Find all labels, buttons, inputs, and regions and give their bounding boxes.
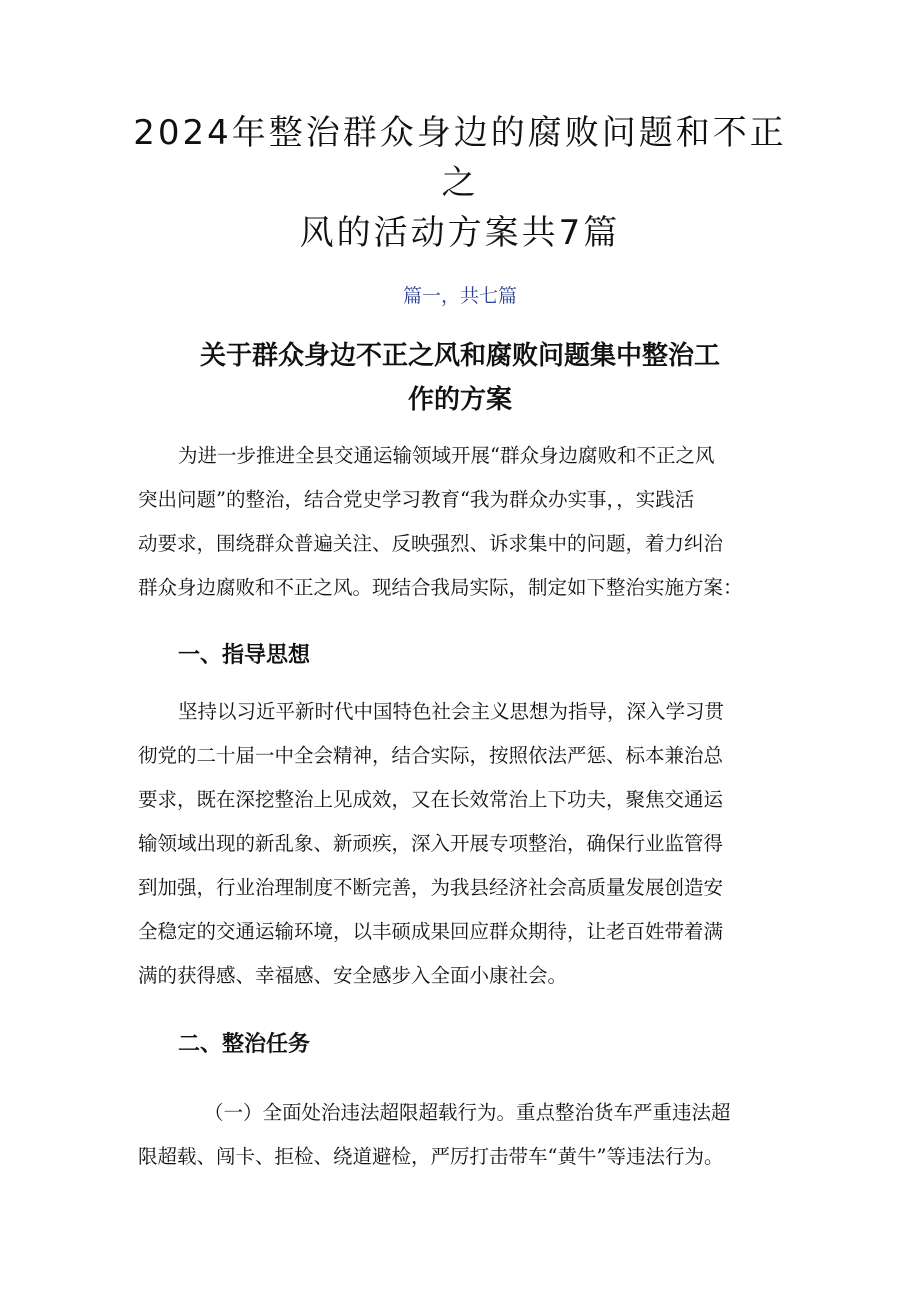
- guiding-paragraph: [138, 690, 798, 998]
- section-label: 篇一，共七篇: [402, 285, 517, 307]
- article-title: [150, 334, 770, 422]
- paragraph-line: 坚持以习近平新时代中国特色社会主义思想为指导，深入学习贯: [178, 700, 725, 723]
- paragraph-line: 全稳定的交通运输环境，以丰硕成果回应群众期待，让老百姓带着满: [138, 920, 724, 943]
- section-heading-tasks: 二、整治任务: [178, 1032, 311, 1057]
- paragraph-line: 输领域出现的新乱象、新顽疾，深入开展专项整治，确保行业监管得: [138, 832, 724, 855]
- task-paragraph: [138, 1091, 798, 1179]
- article-title-line: 作的方案: [407, 385, 512, 415]
- document-title-line: 2024年整治群众身边的腐败问题和不正之: [133, 113, 787, 203]
- paragraph-line: 动要求，围绕群众普遍关注、反映强烈、诉求集中的问题，着力纠治: [138, 532, 724, 555]
- document-title-line: 风的活动方案共7篇: [299, 213, 621, 253]
- paragraph-line: 满的获得感、幸福感、安全感步入全面小康社会。: [138, 964, 568, 987]
- paragraph-line: 群众身边腐败和不正之风。现结合我局实际，制定如下整治实施方案：: [138, 576, 743, 599]
- paragraph-line: 彻党的二十届一中全会精神，结合实际，按照依法严惩、标本兼治总: [138, 744, 724, 767]
- paragraph-line: 要求，既在深挖整治上见成效，又在长效常治上下功夫，聚焦交通运: [138, 788, 724, 811]
- paragraph-line: 为进一步推进全县交通运输领域开展“群众身边腐败和不正之风: [178, 444, 715, 467]
- intro-paragraph: [138, 434, 798, 610]
- paragraph-line: 突出问题”的整治，结合党史学习教育“我为群众办实事，，实践活: [138, 488, 695, 511]
- article-title-line: 关于群众身边不正之风和腐败问题集中整治工: [199, 341, 720, 371]
- paragraph-line: 到加强，行业治理制度不断完善，为我县经济社会高质量发展创造安: [138, 876, 724, 899]
- paragraph-line: （一）全面处治违法超限超载行为。重点整治货车严重违法超: [204, 1101, 731, 1124]
- section-heading-guiding: 一、指导思想: [178, 643, 311, 668]
- paragraph-line: 限超载、闯卡、拒检、绕道避检，严厉打击带车“黄牛”等违法行为。: [138, 1145, 724, 1168]
- document-title: [130, 108, 790, 258]
